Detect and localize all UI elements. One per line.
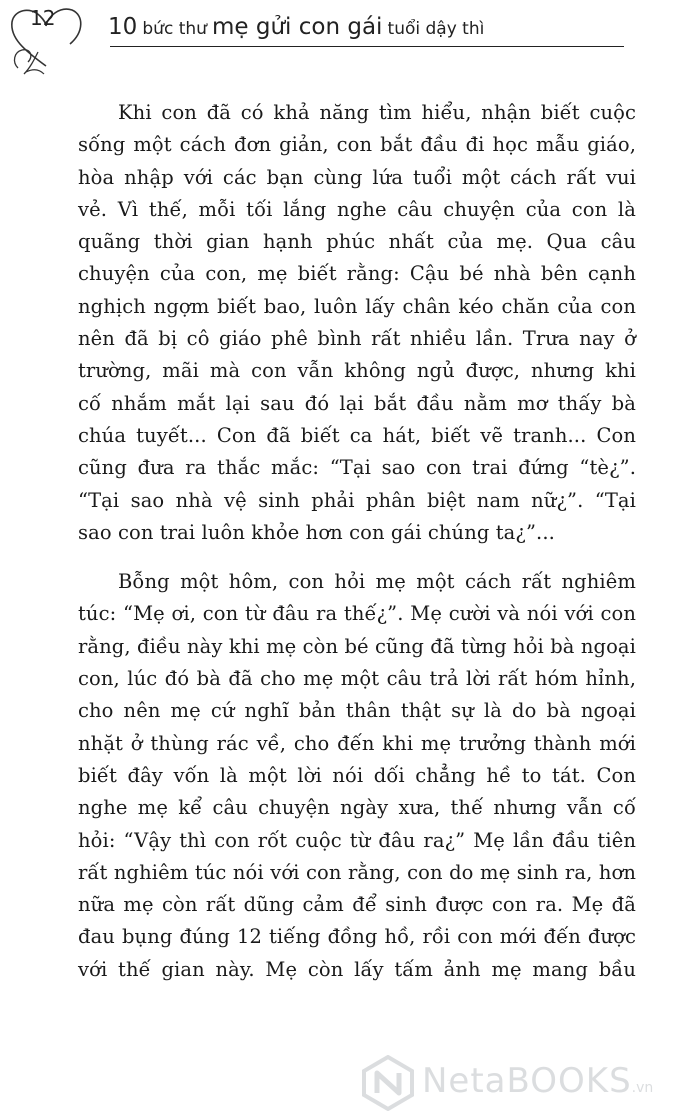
text-line: quãng thời gian hạnh phúc nhất của mẹ. Qua câu (78, 230, 636, 254)
running-title-number: 10 (108, 14, 138, 40)
text-line: sao con trai luôn khỏe hơn con gái chúng ta¿”... (78, 520, 555, 544)
text-line: rất nghiêm túc nói với con rằng, con do mẹ sinh ra, hơn (78, 860, 636, 884)
text-line: nữa mẹ còn rất dũng cảm để sinh được con ra. Mẹ đã (78, 893, 636, 917)
text-line: rằng, điều này khi mẹ còn bé cũng đã từng hỏi bà ngoại (78, 634, 636, 658)
body-text (78, 97, 636, 986)
text-line: vẻ. Vì thế, mỗi tối lắng nghe câu chuyện của con là (78, 197, 636, 221)
text-line: “Tại sao nhà vệ sinh phải phân biệt nam nữ¿”. “Tại (78, 488, 636, 512)
text-line: trường, mãi mà con vẫn không ngủ được, nhưng khi (78, 359, 636, 383)
running-title-part1: bức thư (142, 19, 207, 39)
text-line: nhặt ở thùng rác về, cho đến khi mẹ trưởng thành mới (78, 731, 636, 755)
text-line: biết đây vốn là một lời nói dối chẳng hề to tát. Con (78, 763, 636, 787)
text-line: nên đã bị cô giáo phê bình rất nhiều lần. Trưa nay ở (78, 327, 636, 351)
text-line: chuyện của con, mẹ biết rằng: Cậu bé nhà bên cạnh (78, 262, 636, 286)
running-title-part3: tuổi dậy thì (387, 19, 485, 39)
text-line: cho nên mẹ cứ nghĩ bản thân thật sự là do bà ngoại (78, 699, 636, 723)
text-line: chúa tuyết... Con đã biết ca hát, biết vẽ tranh... Con (78, 423, 636, 447)
text-line: Khi con đã có khả năng tìm hiểu, nhận biết cuộc (118, 101, 636, 124)
text-line: nghe mẹ kể câu chuyện ngày xưa, thế nhưng vẫn cố (78, 796, 636, 820)
header-rule (110, 46, 624, 47)
paragraph (78, 97, 636, 549)
page-header (0, 0, 700, 70)
text-line: đau bụng đúng 12 tiếng đồng hồ, rồi con mới đến được (78, 925, 636, 949)
running-title (108, 14, 484, 40)
text-line: với thế gian này. Mẹ còn lấy tấm ảnh mẹ mang bầu (78, 957, 636, 981)
paragraph (78, 566, 636, 986)
watermark-brand: NetaBOOKS (422, 1061, 632, 1101)
text-line: hỏi: “Vậy thì con rốt cuộc từ đâu ra¿” Mẹ lần đầu tiên (78, 828, 636, 852)
text-line: nghịch ngợm biết bao, luôn lấy chân kéo chăn của con (78, 294, 636, 318)
watermark-text (422, 1061, 653, 1101)
text-line: hòa nhập với các bạn cùng lứa tuổi một cách rất vui (78, 165, 636, 189)
text-line: cố nhắm mắt lại sau đó lại bắt đầu nằm mơ thấy bà (78, 391, 636, 415)
netabooks-logo-icon (360, 1055, 416, 1111)
text-line: Bỗng một hôm, con hỏi mẹ một cách rất nghiêm (118, 570, 636, 594)
watermark-suffix: .vn (631, 1080, 654, 1096)
running-title-part2: mẹ gửi con gái (212, 14, 383, 40)
page-number: 12 (30, 6, 56, 30)
text-line: sống một cách đơn giản, con bắt đầu đi học mẫu giáo, (78, 133, 636, 157)
text-line: cũng đưa ra thắc mắc: “Tại sao con trai đứng “tè¿”. (78, 456, 636, 480)
text-line: túc: “Mẹ ơi, con từ đâu ra thế¿”. Mẹ cười và nói với con (78, 602, 636, 626)
watermark (360, 1053, 690, 1113)
text-line: con, lúc đó bà đã cho mẹ một câu trả lời rất hóm hỉnh, (78, 667, 636, 691)
